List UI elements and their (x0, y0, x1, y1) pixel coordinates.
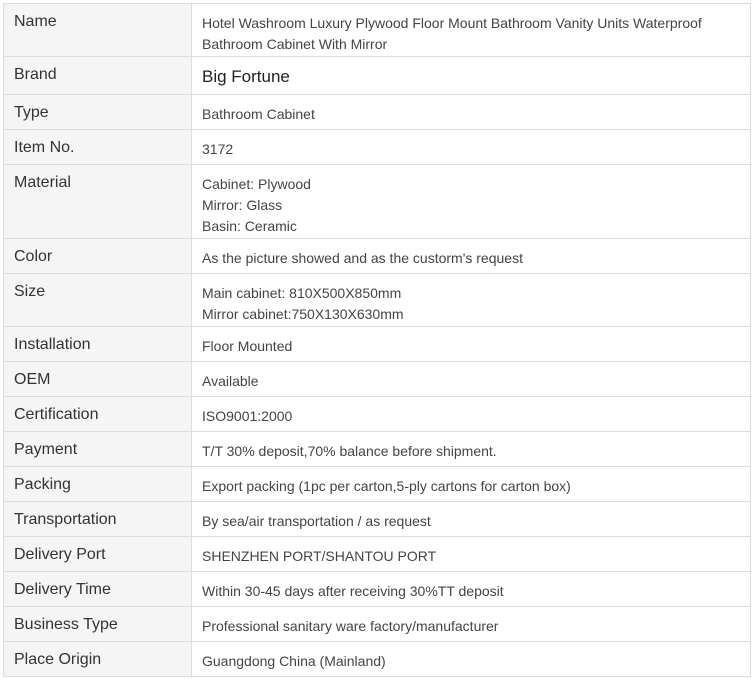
row-label: Packing (4, 467, 192, 502)
row-value (192, 165, 751, 239)
row-value (192, 572, 751, 607)
value-line: Cabinet: Plywood (202, 176, 311, 192)
table-row (4, 432, 751, 467)
table-row (4, 57, 751, 95)
value-line: Export packing (1pc per carton,5-ply cartons for carton box) (202, 478, 571, 494)
value-line: As the picture showed and as the custorm's request (202, 250, 523, 266)
table-row (4, 642, 751, 677)
value-line: Big Fortune (202, 67, 290, 86)
table-row (4, 4, 751, 57)
table-row (4, 327, 751, 362)
table-row (4, 274, 751, 327)
row-value (192, 362, 751, 397)
table-row (4, 362, 751, 397)
row-value (192, 432, 751, 467)
table-row (4, 239, 751, 274)
value-line: Available (202, 373, 259, 389)
row-value (192, 274, 751, 327)
row-value (192, 397, 751, 432)
row-label: Delivery Port (4, 537, 192, 572)
row-label: Color (4, 239, 192, 274)
row-label: Payment (4, 432, 192, 467)
table-row (4, 537, 751, 572)
row-label: Installation (4, 327, 192, 362)
value-line: 3172 (202, 141, 234, 157)
row-label: Type (4, 95, 192, 130)
row-label: Business Type (4, 607, 192, 642)
row-value (192, 95, 751, 130)
row-value (192, 642, 751, 677)
table-row (4, 572, 751, 607)
row-value (192, 130, 751, 165)
row-value (192, 537, 751, 572)
value-line: Within 30-45 days after receiving 30%TT deposit (202, 583, 504, 599)
row-label: Certification (4, 397, 192, 432)
value-line: Floor Mounted (202, 338, 293, 354)
value-line: Guangdong China (Mainland) (202, 653, 386, 669)
row-value (192, 57, 751, 95)
value-line: Main cabinet: 810X500X850mm (202, 285, 402, 301)
value-line: By sea/air transportation / as request (202, 513, 431, 529)
table-row (4, 397, 751, 432)
value-line: Basin: Ceramic (202, 218, 297, 234)
row-value (192, 239, 751, 274)
row-label: Transportation (4, 502, 192, 537)
row-label: Name (4, 4, 192, 57)
value-line: Mirror cabinet:750X130X630mm (202, 306, 404, 322)
row-label: Material (4, 165, 192, 239)
table-row (4, 95, 751, 130)
row-value (192, 4, 751, 57)
spec-table-body (4, 4, 751, 677)
row-label: Item No. (4, 130, 192, 165)
row-value (192, 467, 751, 502)
row-value (192, 502, 751, 537)
row-value (192, 607, 751, 642)
row-label: OEM (4, 362, 192, 397)
value-line: Bathroom Cabinet With Mirror (202, 36, 388, 52)
table-row (4, 130, 751, 165)
row-label: Size (4, 274, 192, 327)
value-line: ISO9001:2000 (202, 408, 293, 424)
value-line: T/T 30% deposit,70% balance before shipment. (202, 443, 497, 459)
table-row (4, 467, 751, 502)
value-line: Hotel Washroom Luxury Plywood Floor Mount Bathroom Vanity Units Waterproof (202, 15, 702, 31)
value-line: SHENZHEN PORT/SHANTOU PORT (202, 548, 437, 564)
row-label: Delivery Time (4, 572, 192, 607)
row-value (192, 327, 751, 362)
table-row (4, 607, 751, 642)
value-line: Professional sanitary ware factory/manufacturer (202, 618, 499, 634)
product-spec-table (3, 3, 751, 677)
table-row (4, 165, 751, 239)
row-label: Place Origin (4, 642, 192, 677)
value-line: Mirror: Glass (202, 197, 283, 213)
value-line: Bathroom Cabinet (202, 106, 315, 122)
table-row (4, 502, 751, 537)
row-label: Brand (4, 57, 192, 95)
